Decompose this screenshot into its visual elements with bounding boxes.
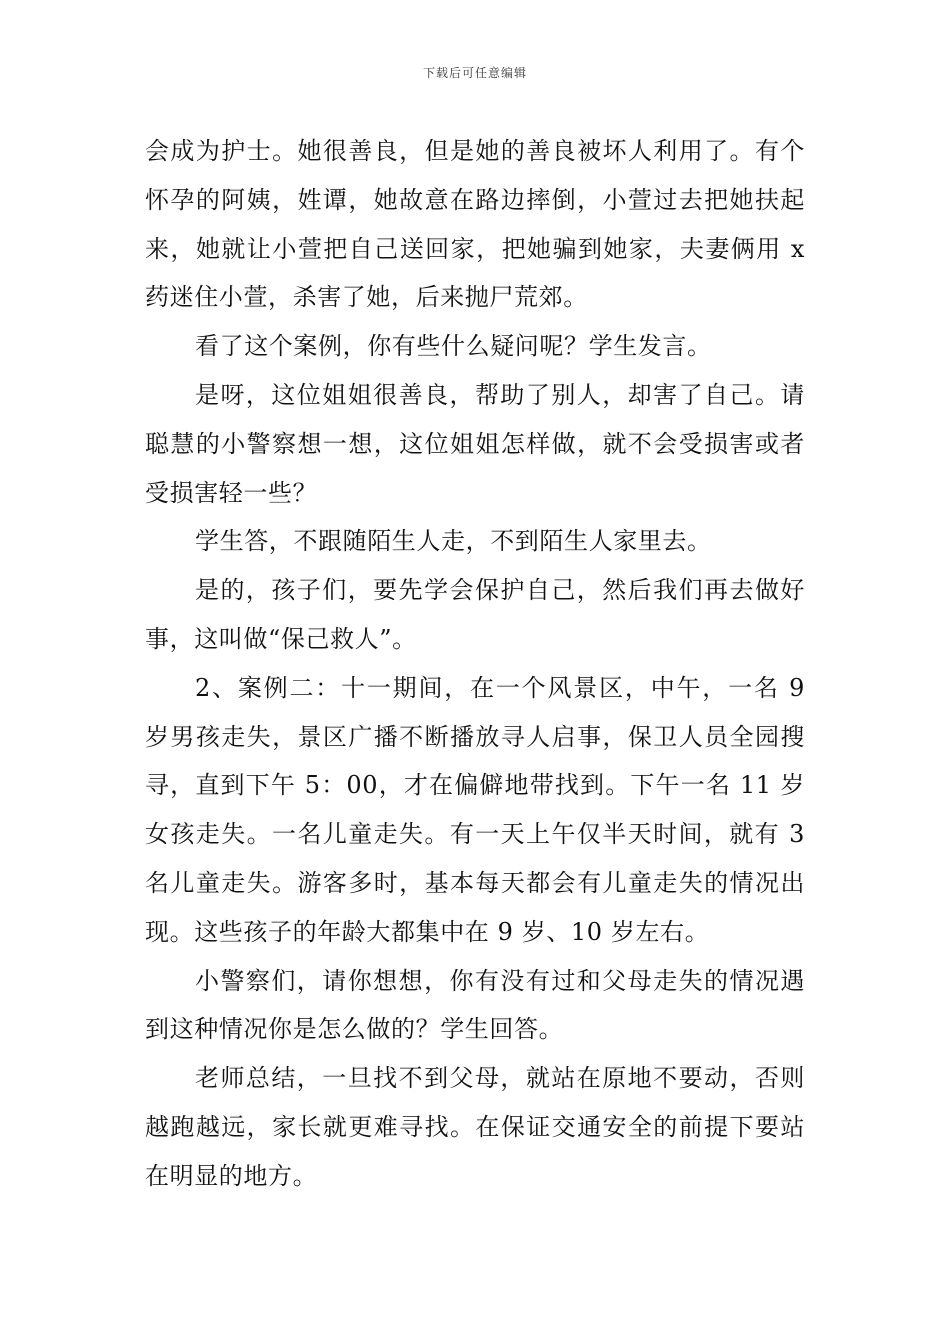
paragraph: 是呀，这位姐姐很善良，帮助了别人，却害了自己。请聪慧的小警察想一想，这位姐姐怎样做，就不会受损害或者受损害轻一些？ [145, 380, 805, 507]
paragraph: 2、案例二：十一期间，在一个风景区，中午，一名 9 岁男孩走失，景区广播不断播放寻人启事，保卫人员全园搜寻，直到下午 5：00，才在偏僻地带找到。下午一名 11 岁女孩走失。一名儿童走失。有一天上午仅半天时间，就有 3 名儿童走失。游客多时，基本每天都会有儿童走失的情况出现。这些孩子的年龄大都集中在 9 岁、10 岁左右。 [145, 673, 805, 946]
paragraph: 小警察们，请你想想，你有没有过和父母走失的情况遇到这种情况你是怎么做的？学生回答。 [145, 966, 805, 1044]
page-header-note: 下载后可任意编辑 [422, 66, 527, 80]
paragraph: 老师总结，一旦找不到父母，就站在原地不要动，否则越跑越远，家长就更难寻找。在保证交通安全的前提下要站在明显的地方。 [145, 1064, 805, 1190]
document-body [145, 127, 805, 1201]
paragraph: 看了这个案例，你有些什么疑问呢？学生发言。 [195, 332, 712, 361]
paragraph: 会成为护士。她很善良，但是她的善良被坏人利用了。有个怀孕的阿姨，姓谭，她故意在路边摔倒，小萱过去把她扶起来，她就让小萱把自己送回家，把她骗到她家，夫妻俩用 x 药迷住小萱，杀害了她，后来抛尸荒郊。 [145, 137, 805, 312]
paragraph: 是的，孩子们，要先学会保护自己，然后我们再去做好事，这叫做“保己救人”。 [145, 576, 805, 653]
paragraph: 学生答，不跟随陌生人走，不到陌生人家里去。 [195, 527, 712, 556]
